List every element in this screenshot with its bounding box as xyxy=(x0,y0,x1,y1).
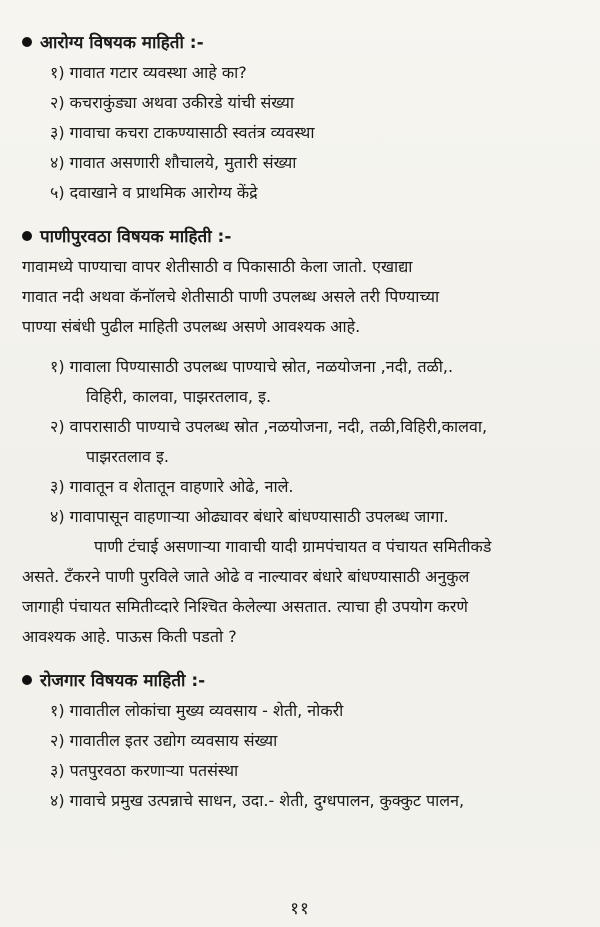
paragraph-line: गावामध्ये पाण्याचा वापर शेतीसाठी व पिकासाठी केला जातो. एखाद्या xyxy=(22,257,413,276)
paragraph-line: पाण्या संबंधी पुढील माहिती उपलब्ध असणे आवश्यक आहे. xyxy=(22,317,361,336)
list-item: २) गावातील इतर उद्योग व्यवसाय संख्या xyxy=(50,731,278,750)
paragraph-line: आवश्यक आहे. पाऊस किती पडतो ? xyxy=(22,627,237,646)
list-item: ४) गावात असणारी शौचालये, मुतारी संख्या xyxy=(50,153,297,172)
list-item: ५) दवाखाने व प्राथमिक आरोग्य केंद्रे xyxy=(50,183,258,202)
paragraph-line: असते. टँकरने पाणी पुरविले जाते ओढे व नाल्यावर बंधारे बांधण्यासाठी अनुकुल xyxy=(22,567,470,586)
list-item: १) गावात गटार व्यवस्था आहे का? xyxy=(50,63,247,82)
bullet-icon xyxy=(22,675,32,685)
bullet-icon xyxy=(22,37,32,47)
page-content xyxy=(22,28,582,816)
health-heading-text: आरोग्य विषयक माहिती :- xyxy=(40,33,204,53)
list-item: २) कचराकुंड्या अथवा उकीरडे यांची संख्या xyxy=(50,93,295,112)
list-item-continuation: विहिरी, कालवा, पाझरतलाव, इ. xyxy=(86,387,272,406)
paragraph-line: पाणी टंचाई असणाऱ्या गावाची यादी ग्रामपंचायत व पंचायत समितीकडे xyxy=(94,537,492,556)
list-item: ३) गावातून व शेतातून वाहणारे ओढे, नाले. xyxy=(50,477,294,496)
list-item: ३) पतपुरवठा करणाऱ्या पतसंस्था xyxy=(50,761,239,780)
list-item: ४) गावाचे प्रमुख उत्पन्नाचे साधन, उदा.- शेती, दुग्धपालन, कुक्कुट पालन, xyxy=(50,791,465,810)
employment-section-heading xyxy=(22,666,582,696)
list-item-continuation: पाझरतलाव इ. xyxy=(86,447,169,466)
list-item: १) गावातील लोकांचा मुख्य व्यवसाय - शेती, नोकरी xyxy=(50,701,344,720)
paragraph-line: गावात नदी अथवा कॅनॉलचे शेतीसाठी पाणी उपलब्ध असले तरी पिण्याच्या xyxy=(22,287,440,306)
list-item: २) वापरासाठी पाण्याचे उपलब्ध स्रोत ,नळयोजना, नदी, तळी,विहिरी,कालवा, xyxy=(50,417,488,436)
list-item: १) गावाला पिण्यासाठी उपलब्ध पाण्याचे स्रोत, नळयोजना ,नदी, तळी,. xyxy=(50,357,454,376)
paragraph-line: जागाही पंचायत समितीव्दारे निश्चित केलेल्या असतात. त्याचा ही उपयोग करणे xyxy=(22,597,468,616)
list-item: ३) गावाचा कचरा टाकण्यासाठी स्वतंत्र व्यवस्था xyxy=(50,123,315,142)
health-section-heading xyxy=(22,28,582,58)
water-section-heading xyxy=(22,222,582,252)
water-heading-text: पाणीपुरवठा विषयक माहिती :- xyxy=(40,227,232,247)
page-number: ११ xyxy=(290,899,310,919)
bullet-icon xyxy=(22,231,32,241)
list-item: ४) गावापासून वाहणाऱ्या ओढ्यावर बंधारे बांधण्यासाठी उपलब्ध जागा. xyxy=(50,507,449,526)
employment-heading-text: रोजगार विषयक माहिती :- xyxy=(40,671,206,691)
